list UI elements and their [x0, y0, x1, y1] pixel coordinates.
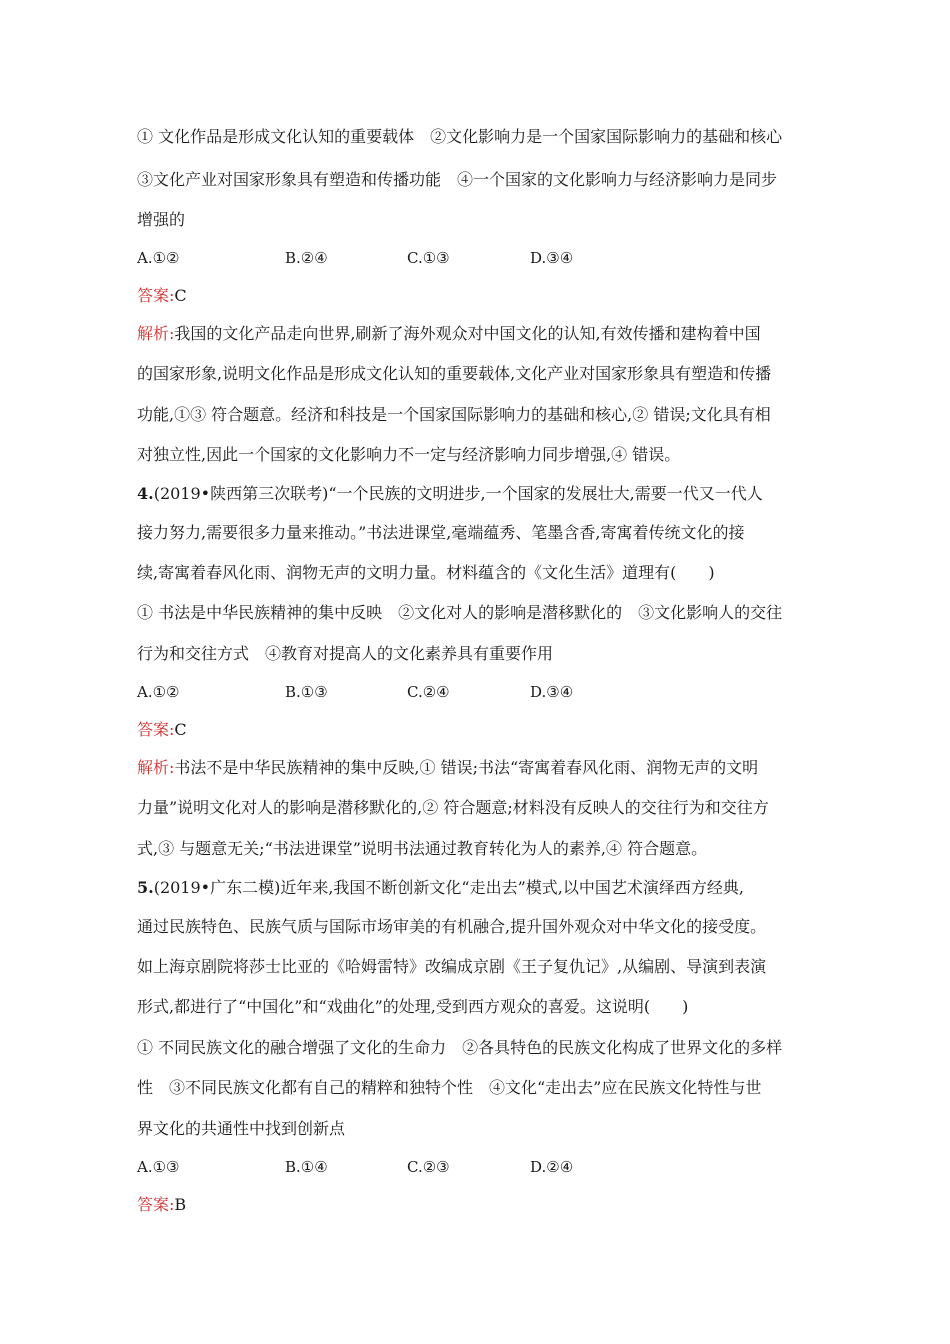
answer-label: 答案:: [137, 286, 175, 305]
q4-stem-line: 续,寄寓着春风化雨、润物无声的文明力量。材料蕴含的《文化生活》道理有( ): [137, 563, 715, 582]
q4-option-d: D.③④: [530, 683, 574, 701]
q4-options: [137, 681, 827, 703]
q4-statement-line: 行为和交往方式 ④教育对提高人的文化素养具有重要作用: [137, 644, 554, 663]
q3-option-d: D.③④: [530, 249, 574, 267]
q5-statement-line: ① 不同民族文化的融合增强了文化的生命力 ②各具特色的民族文化构成了世界文化的多样: [137, 1038, 783, 1057]
answer-label: 答案:: [137, 720, 175, 739]
q5-option-c: C.②③: [407, 1158, 450, 1176]
q3-analysis-line: 对独立性,因此一个国家的文化影响力不一定与经济影响力同步增强,④ 错误。: [137, 445, 681, 464]
q4-answer: [137, 719, 827, 741]
q5-answer: [137, 1194, 827, 1216]
q5-statement-line: 性 ③不同民族文化都有自己的精粹和独特个性 ④文化“走出去”应在民族文化特性与世: [137, 1078, 762, 1097]
q3-statement-line: ① 文化作品是形成文化认知的重要载体 ②文化影响力是一个国家国际影响力的基础和核心: [137, 127, 783, 146]
q4-option-a: A.①②: [137, 683, 180, 701]
analysis-text: 书法不是中华民族精神的集中反映,① 错误;书法“寄寓着春风化雨、润物无声的文明: [174, 758, 759, 777]
answer-label: 答案:: [137, 1195, 175, 1214]
q3-analysis-line: 的国家形象,说明文化作品是形成文化认知的重要载体,文化产业对国家形象具有塑造和传播: [137, 364, 772, 383]
q3-option-b: B.②④: [285, 249, 328, 267]
q3-analysis-line: 功能,①③ 符合题意。经济和科技是一个国家国际影响力的基础和核心,② 错误;文化具有相: [137, 405, 771, 424]
q5-option-d: D.②④: [530, 1158, 574, 1176]
q5-stem-line: [137, 877, 827, 899]
question-number: 4.: [137, 484, 154, 503]
q5-options: [137, 1156, 827, 1178]
q5-option-a: A.①③: [137, 1158, 180, 1176]
analysis-label: 解析:: [137, 758, 175, 777]
question-stem: (2019•陕西第三次联考)“一个民族的文明进步,一个国家的发展壮大,需要一代又一代人: [153, 484, 763, 503]
question-stem: (2019•广东二模)近年来,我国不断创新文化“走出去”模式,以中国艺术演绎西方经典,: [153, 878, 744, 897]
q4-stem-line: 接力努力,需要很多力量来推动。”书法进课堂,毫端蕴秀、笔墨含香,寄寓着传统文化的接: [137, 523, 745, 542]
q3-options: [137, 247, 827, 269]
q4-stem-line: [137, 483, 827, 505]
analysis-text: 我国的文化产品走向世界,刷新了海外观众对中国文化的认知,有效传播和建构着中国: [174, 324, 761, 343]
q4-analysis-line: 力量”说明文化对人的影响是潜移默化的,② 符合题意;材料没有反映人的交往行为和交往方: [137, 798, 769, 817]
answer-value: C: [174, 286, 187, 305]
q5-stem-line: 如上海京剧院将莎士比亚的《哈姆雷特》改编成京剧《王子复仇记》,从编剧、导演到表演: [137, 957, 767, 976]
question-number: 5.: [137, 878, 154, 897]
q3-answer: [137, 285, 827, 307]
q3-statement-line: 增强的: [137, 210, 186, 229]
q3-option-a: A.①②: [137, 249, 180, 267]
answer-value: B: [174, 1195, 187, 1214]
q5-statement-line: 界文化的共通性中找到创新点: [137, 1119, 346, 1138]
q3-statement-line: ③文化产业对国家形象具有塑造和传播功能 ④一个国家的文化影响力与经济影响力是同步: [137, 170, 778, 189]
q4-analysis-line: 式,③ 与题意无关;“书法进课堂”说明书法通过教育转化为人的素养,④ 符合题意。: [137, 839, 708, 858]
q4-statement-line: ① 书法是中华民族精神的集中反映 ②文化对人的影响是潜移默化的 ③文化影响人的交往: [137, 603, 783, 622]
q5-stem-line: 形式,都进行了“中国化”和“戏曲化”的处理,受到西方观众的喜爱。这说明( ): [137, 997, 689, 1016]
q3-option-c: C.①③: [407, 249, 450, 267]
q4-option-b: B.①③: [285, 683, 328, 701]
q5-stem-line: 通过民族特色、民族气质与国际市场审美的有机融合,提升国外观众对中华文化的接受度。: [137, 917, 767, 936]
q3-analysis-line: [137, 323, 827, 345]
q5-option-b: B.①④: [285, 1158, 328, 1176]
q4-analysis-line: [137, 757, 827, 779]
q4-option-c: C.②④: [407, 683, 450, 701]
analysis-label: 解析:: [137, 324, 175, 343]
answer-value: C: [174, 720, 187, 739]
